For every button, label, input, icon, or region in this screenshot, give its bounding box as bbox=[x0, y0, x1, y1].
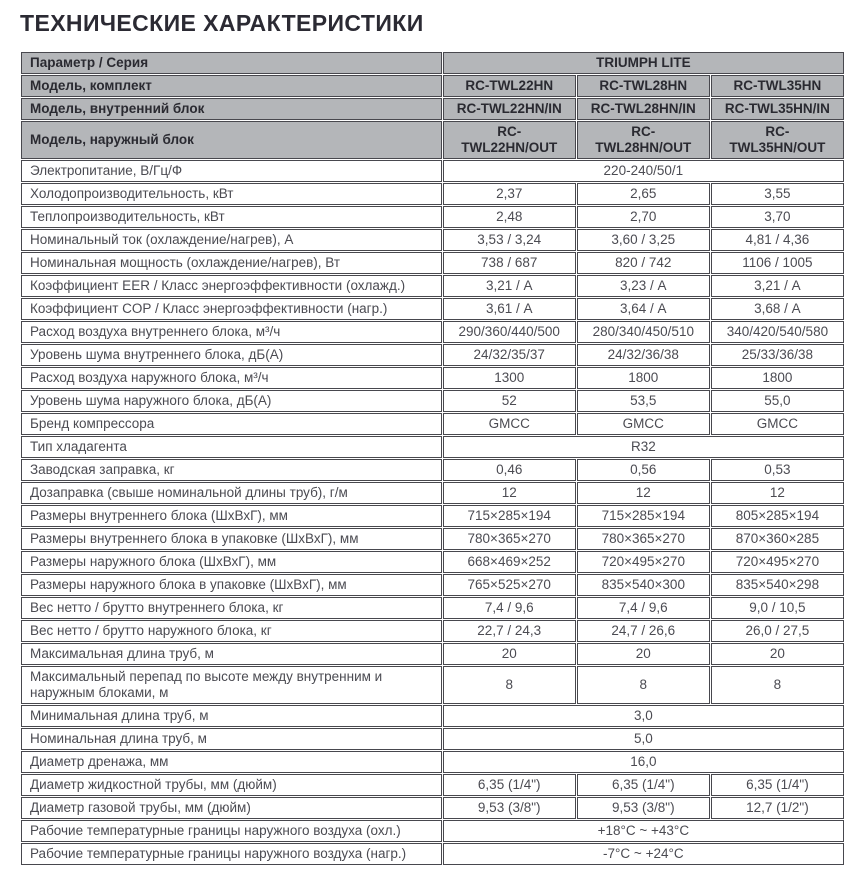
param-value: 3,21 / А bbox=[443, 275, 576, 297]
param-label: Размеры наружного блока в упаковке (ШхВхГ), мм bbox=[21, 574, 442, 596]
spec-row bbox=[21, 774, 844, 796]
spec-row bbox=[21, 206, 844, 228]
param-label: Электропитание, В/Гц/Ф bbox=[21, 160, 442, 182]
model-name: RC-TWL28HN/OUT bbox=[577, 121, 710, 159]
param-value: 835×540×300 bbox=[577, 574, 710, 596]
spec-row bbox=[21, 252, 844, 274]
param-value: 9,53 (3/8") bbox=[443, 797, 576, 819]
param-value: 8 bbox=[577, 666, 710, 704]
param-value: 715×285×194 bbox=[577, 505, 710, 527]
spec-row bbox=[21, 505, 844, 527]
param-value: 1800 bbox=[711, 367, 844, 389]
spec-row bbox=[21, 160, 844, 182]
spec-row bbox=[21, 551, 844, 573]
param-value: 2,48 bbox=[443, 206, 576, 228]
param-label: Уровень шума внутреннего блока, дБ(А) bbox=[21, 344, 442, 366]
param-value: 2,65 bbox=[577, 183, 710, 205]
param-label: Уровень шума наружного блока, дБ(А) bbox=[21, 390, 442, 412]
param-value: 340/420/540/580 bbox=[711, 321, 844, 343]
param-value: 26,0 / 27,5 bbox=[711, 620, 844, 642]
param-value: 24/32/36/38 bbox=[577, 344, 710, 366]
param-value: 22,7 / 24,3 bbox=[443, 620, 576, 642]
param-value-all-models: -7°C ~ +24°C bbox=[443, 843, 844, 865]
param-value: 3,70 bbox=[711, 206, 844, 228]
model-name: RC-TWL22HN/OUT bbox=[443, 121, 576, 159]
param-value: 280/340/450/510 bbox=[577, 321, 710, 343]
spec-row bbox=[21, 643, 844, 665]
param-label: Коэффициент COP / Класс энергоэффективности (нагр.) bbox=[21, 298, 442, 320]
param-value-all-models: 16,0 bbox=[443, 751, 844, 773]
param-value-all-models: 3,0 bbox=[443, 705, 844, 727]
spec-row bbox=[21, 436, 844, 458]
model-name: RC-TWL35HN/IN bbox=[711, 98, 844, 120]
param-value: 805×285×194 bbox=[711, 505, 844, 527]
param-value: GMCC bbox=[711, 413, 844, 435]
spec-row bbox=[21, 728, 844, 750]
series-label-cell: Параметр / Серия bbox=[21, 52, 442, 74]
param-value: 6,35 (1/4") bbox=[443, 774, 576, 796]
spec-row bbox=[21, 321, 844, 343]
param-value: 1106 / 1005 bbox=[711, 252, 844, 274]
param-value: 12,7 (1/2") bbox=[711, 797, 844, 819]
param-value: GMCC bbox=[443, 413, 576, 435]
param-value: 7,4 / 9,6 bbox=[577, 597, 710, 619]
param-label: Расход воздуха наружного блока, м³/ч bbox=[21, 367, 442, 389]
spec-row bbox=[21, 597, 844, 619]
param-label: Модель, внутренний блок bbox=[21, 98, 442, 120]
spec-row bbox=[21, 820, 844, 842]
param-value: 6,35 (1/4") bbox=[577, 774, 710, 796]
param-label: Рабочие температурные границы наружного воздуха (охл.) bbox=[21, 820, 442, 842]
param-value: 715×285×194 bbox=[443, 505, 576, 527]
param-value: 835×540×298 bbox=[711, 574, 844, 596]
spec-row bbox=[21, 797, 844, 819]
spec-row bbox=[21, 528, 844, 550]
spec-row bbox=[21, 229, 844, 251]
param-value: 870×360×285 bbox=[711, 528, 844, 550]
param-value: 8 bbox=[711, 666, 844, 704]
spec-table bbox=[20, 51, 845, 866]
param-label: Максимальный перепад по высоте между внутренним и наружным блоками, м bbox=[21, 666, 442, 704]
spec-row bbox=[21, 183, 844, 205]
param-value: 12 bbox=[577, 482, 710, 504]
param-label: Рабочие температурные границы наружного воздуха (нагр.) bbox=[21, 843, 442, 865]
param-value: 52 bbox=[443, 390, 576, 412]
param-value: 3,64 / А bbox=[577, 298, 710, 320]
model-indoor-row bbox=[21, 98, 844, 120]
param-value: 668×469×252 bbox=[443, 551, 576, 573]
spec-row bbox=[21, 843, 844, 865]
param-value: 720×495×270 bbox=[711, 551, 844, 573]
param-label: Вес нетто / брутто внутреннего блока, кг bbox=[21, 597, 442, 619]
spec-row bbox=[21, 666, 844, 704]
param-value: 20 bbox=[443, 643, 576, 665]
param-value: 738 / 687 bbox=[443, 252, 576, 274]
param-label: Модель, комплект bbox=[21, 75, 442, 97]
param-value: 9,0 / 10,5 bbox=[711, 597, 844, 619]
series-name-cell: TRIUMPH LITE bbox=[443, 52, 844, 74]
param-value: 720×495×270 bbox=[577, 551, 710, 573]
param-value-all-models: 220-240/50/1 bbox=[443, 160, 844, 182]
model-outdoor-row bbox=[21, 121, 844, 159]
model-name: RC-TWL28HN/IN bbox=[577, 98, 710, 120]
param-label: Размеры наружного блока (ШхВхГ), мм bbox=[21, 551, 442, 573]
param-label: Минимальная длина труб, м bbox=[21, 705, 442, 727]
param-value: 3,68 / А bbox=[711, 298, 844, 320]
param-value: 3,23 / А bbox=[577, 275, 710, 297]
param-value: 24,7 / 26,6 bbox=[577, 620, 710, 642]
param-value: 2,37 bbox=[443, 183, 576, 205]
param-label: Холодопроизводительность, кВт bbox=[21, 183, 442, 205]
param-value: 8 bbox=[443, 666, 576, 704]
param-label: Расход воздуха внутреннего блока, м³/ч bbox=[21, 321, 442, 343]
param-label: Номинальная мощность (охлаждение/нагрев), Вт bbox=[21, 252, 442, 274]
param-label: Номинальная длина труб, м bbox=[21, 728, 442, 750]
param-label: Заводская заправка, кг bbox=[21, 459, 442, 481]
param-value: 765×525×270 bbox=[443, 574, 576, 596]
param-value: 780×365×270 bbox=[577, 528, 710, 550]
param-label: Диаметр газовой трубы, мм (дюйм) bbox=[21, 797, 442, 819]
model-kit-row bbox=[21, 75, 844, 97]
spec-row bbox=[21, 620, 844, 642]
param-value: 3,60 / 3,25 bbox=[577, 229, 710, 251]
spec-row bbox=[21, 298, 844, 320]
param-value: 0,53 bbox=[711, 459, 844, 481]
param-value: 1300 bbox=[443, 367, 576, 389]
param-label: Коэффициент EER / Класс энергоэффективности (охлажд.) bbox=[21, 275, 442, 297]
param-value: 20 bbox=[577, 643, 710, 665]
param-label: Модель, наружный блок bbox=[21, 121, 442, 159]
param-value: 3,61 / А bbox=[443, 298, 576, 320]
param-value: 7,4 / 9,6 bbox=[443, 597, 576, 619]
param-value: GMCC bbox=[577, 413, 710, 435]
model-name: RC-TWL22HN/IN bbox=[443, 98, 576, 120]
page-title: ТЕХНИЧЕСКИЕ ХАРАКТЕРИСТИКИ bbox=[20, 10, 424, 36]
param-value: 2,70 bbox=[577, 206, 710, 228]
param-label: Тип хладагента bbox=[21, 436, 442, 458]
spec-row bbox=[21, 459, 844, 481]
param-value: 780×365×270 bbox=[443, 528, 576, 550]
param-value: 0,56 bbox=[577, 459, 710, 481]
param-value: 55,0 bbox=[711, 390, 844, 412]
param-label: Размеры внутреннего блока в упаковке (ШхВхГ), мм bbox=[21, 528, 442, 550]
spec-row bbox=[21, 413, 844, 435]
spec-row bbox=[21, 344, 844, 366]
param-label: Вес нетто / брутто наружного блока, кг bbox=[21, 620, 442, 642]
spec-row bbox=[21, 751, 844, 773]
model-name: RC-TWL35HN bbox=[711, 75, 844, 97]
param-value: 6,35 (1/4") bbox=[711, 774, 844, 796]
param-value: 20 bbox=[711, 643, 844, 665]
param-value: 12 bbox=[443, 482, 576, 504]
spec-row bbox=[21, 275, 844, 297]
param-value: 25/33/36/38 bbox=[711, 344, 844, 366]
param-value: 12 bbox=[711, 482, 844, 504]
param-label: Дозаправка (свыше номинальной длины труб), г/м bbox=[21, 482, 442, 504]
param-label: Размеры внутреннего блока (ШхВхГ), мм bbox=[21, 505, 442, 527]
spec-row bbox=[21, 705, 844, 727]
spec-row bbox=[21, 367, 844, 389]
param-value: 0,46 bbox=[443, 459, 576, 481]
param-label: Номинальный ток (охлаждение/нагрев), А bbox=[21, 229, 442, 251]
spec-row bbox=[21, 482, 844, 504]
param-value: 1800 bbox=[577, 367, 710, 389]
param-value: 820 / 742 bbox=[577, 252, 710, 274]
spec-row bbox=[21, 390, 844, 412]
param-label: Максимальная длина труб, м bbox=[21, 643, 442, 665]
model-name: RC-TWL35HN/OUT bbox=[711, 121, 844, 159]
param-value: 290/360/440/500 bbox=[443, 321, 576, 343]
param-value-all-models: +18°C ~ +43°C bbox=[443, 820, 844, 842]
model-name: RC-TWL22HN bbox=[443, 75, 576, 97]
param-value: 3,21 / А bbox=[711, 275, 844, 297]
param-value-all-models: R32 bbox=[443, 436, 844, 458]
model-name: RC-TWL28HN bbox=[577, 75, 710, 97]
param-value: 53,5 bbox=[577, 390, 710, 412]
spec-row bbox=[21, 574, 844, 596]
param-value: 3,53 / 3,24 bbox=[443, 229, 576, 251]
param-value: 24/32/35/37 bbox=[443, 344, 576, 366]
param-label: Диаметр дренажа, мм bbox=[21, 751, 442, 773]
param-value: 9,53 (3/8") bbox=[577, 797, 710, 819]
param-value: 3,55 bbox=[711, 183, 844, 205]
param-label: Теплопроизводительность, кВт bbox=[21, 206, 442, 228]
series-header-row bbox=[21, 52, 844, 74]
param-label: Бренд компрессора bbox=[21, 413, 442, 435]
param-value-all-models: 5,0 bbox=[443, 728, 844, 750]
param-value: 4,81 / 4,36 bbox=[711, 229, 844, 251]
param-label: Диаметр жидкостной трубы, мм (дюйм) bbox=[21, 774, 442, 796]
